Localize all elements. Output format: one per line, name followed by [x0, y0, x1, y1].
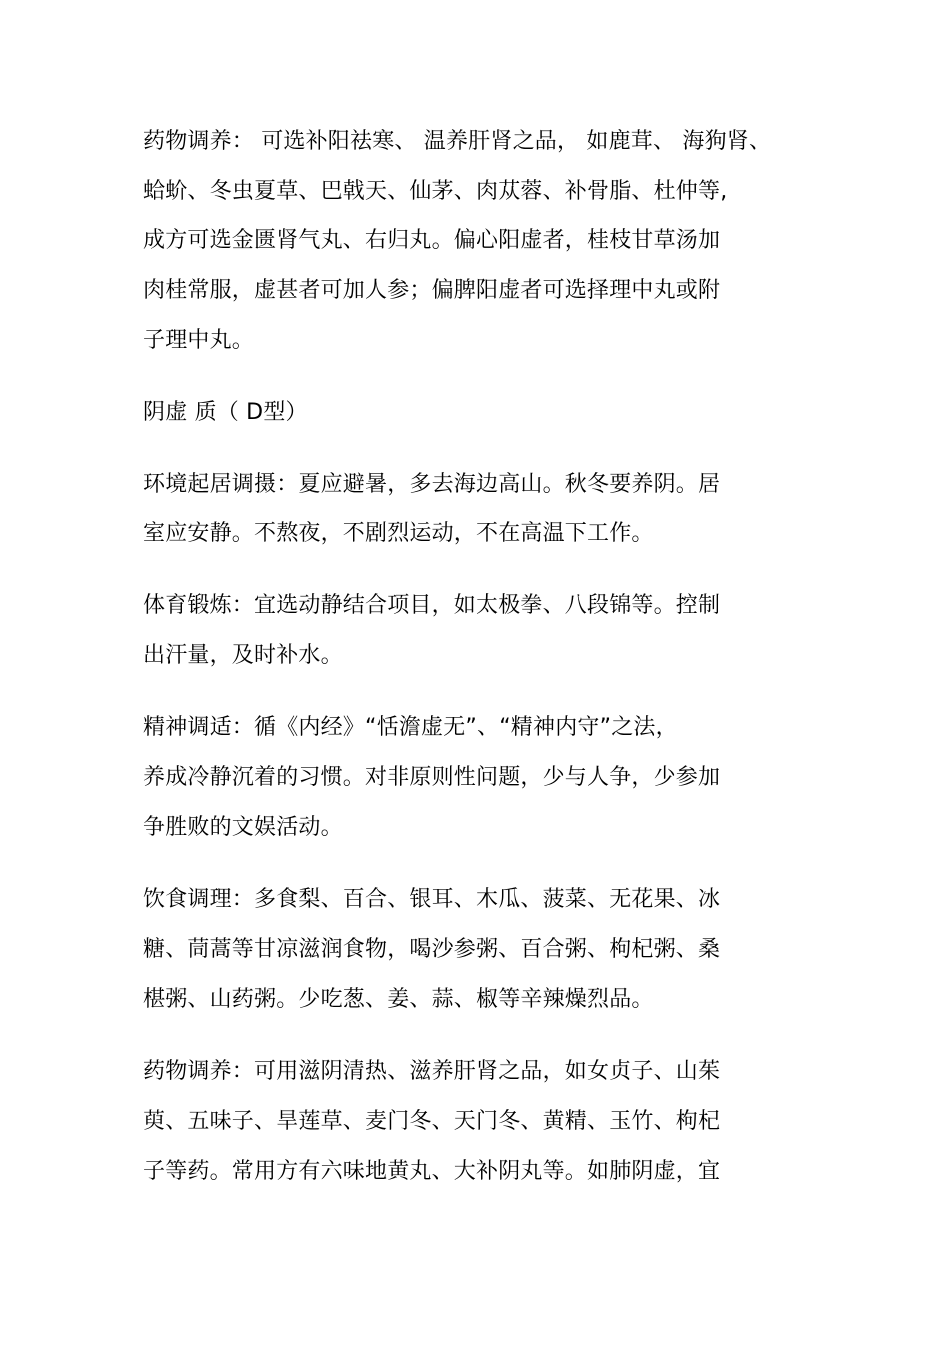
text-line: 子理中丸。: [143, 328, 255, 353]
section-heading: 阴虚 质（ D型）: [143, 400, 308, 425]
text-line: 糖、茼蒿等甘凉滋润食物，喝沙参粥、百合粥、枸杞粥、桑: [143, 937, 721, 962]
text-line: 药物调养：可用滋阴清热、滋养肝肾之品，如女贞子、山茱: [143, 1059, 721, 1084]
text-line: 环境起居调摄：夏应避暑，多去海边高山。秋冬要养阴。居: [143, 472, 721, 497]
text-line: 争胜败的文娱活动。: [143, 815, 343, 840]
text-line: 蛤蚧、冬虫夏草、巴戟天、仙茅、肉苁蓉、补骨脂、杜仲等,: [143, 179, 728, 204]
text-line: 椹粥、山药粥。少吃葱、姜、蒜、椒等辛辣燥烈品。: [143, 987, 654, 1012]
text-line: 肉桂常服，虚甚者可加人参；偏脾阳虚者可选择理中丸或附: [143, 278, 721, 303]
text-line: 精神调适：循《内经》“恬澹虚无”、“精神内守”之法，: [143, 715, 678, 740]
text-line: 室应安静。不熬夜，不剧烈运动，不在高温下工作。: [143, 521, 654, 546]
text-line: 饮食调理：多食梨、百合、银耳、木瓜、菠菜、无花果、冰: [143, 887, 721, 912]
text-line: 出汗量，及时补水。: [143, 643, 343, 668]
text-line: 萸、五味子、旱莲草、麦门冬、天门冬、黄精、玉竹、枸杞: [143, 1109, 721, 1134]
text-line: 体育锻炼：宜选动静结合项目，如太极拳、八段锦等。控制: [143, 593, 721, 618]
text-line: 养成冷静沉着的习惯。对非原则性问题，少与人争，少参加: [143, 765, 721, 790]
text-line: 子等药。常用方有六味地黄丸、大补阴丸等。如肺阴虚，宜: [143, 1159, 721, 1184]
text-line: 成方可选金匮肾气丸、右归丸。偏心阳虚者，桂枝甘草汤加: [143, 228, 721, 253]
text-line: 药物调养： 可选补阳祛寒、 温养肝肾之品， 如鹿茸、 海狗肾、: [143, 129, 772, 154]
